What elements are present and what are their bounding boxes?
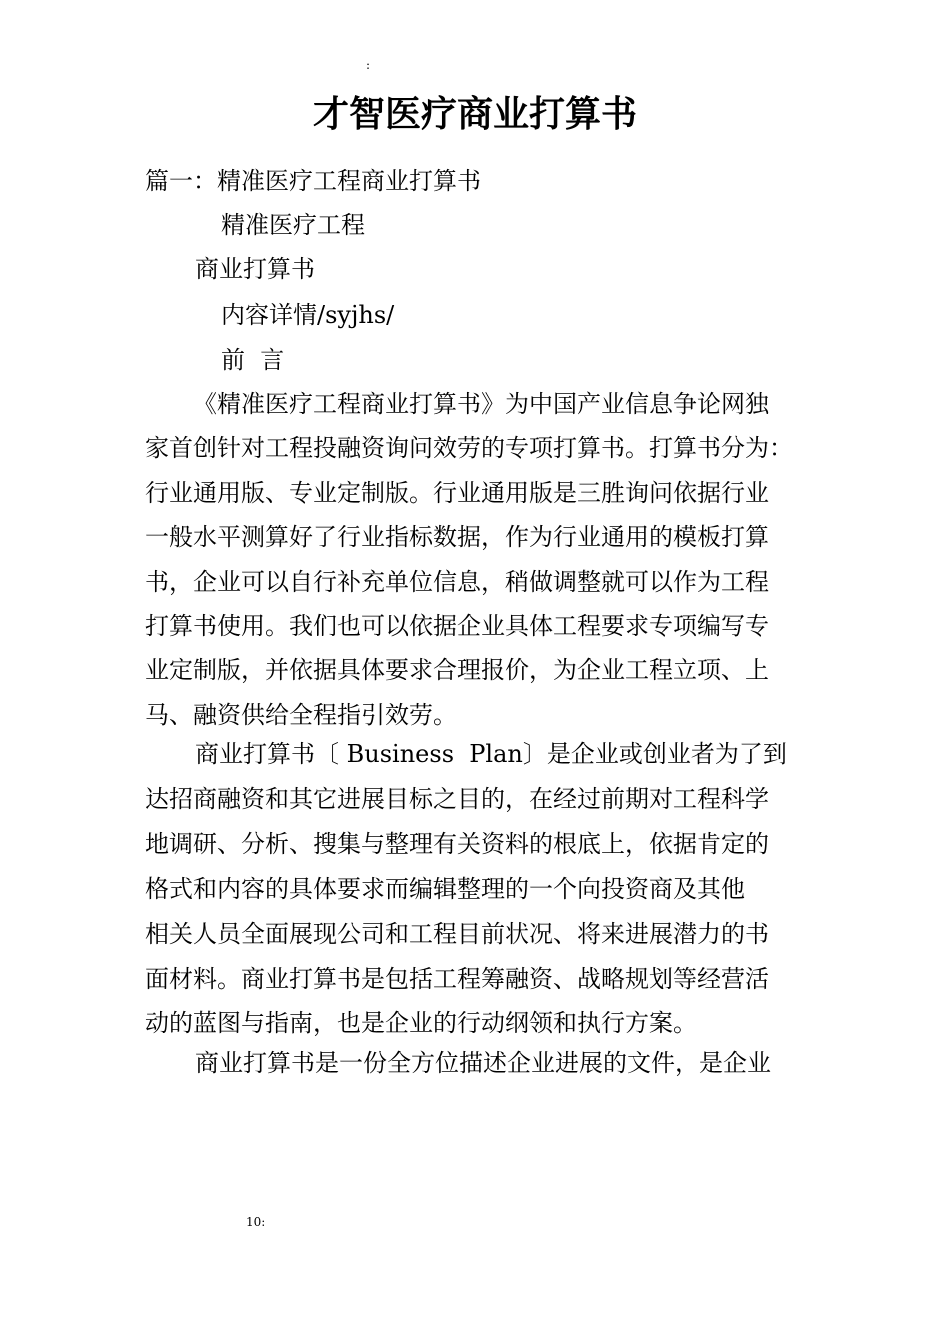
paragraph-definition bbox=[145, 732, 813, 1046]
paragraph-line: 打算书使用。我们也可以依据企业具体工程要求专项编写专 bbox=[145, 612, 769, 641]
paragraph-line: 业定制版，并依据具体要求合理报价，为企业工程立项、上 bbox=[145, 656, 769, 685]
paragraph-line: 地调研、分析、搜集与整理有关资料的根底上，依据肯定的 bbox=[145, 829, 769, 858]
subheading-plan: 商业打算书 bbox=[195, 255, 315, 283]
paragraph-line: 行业通用版、专业定制版。行业通用版是三胜询问依据行业 bbox=[145, 478, 769, 507]
paragraph-line: 动的蓝图与指南，也是企业的行动纲领和执行方案。 bbox=[145, 1009, 697, 1038]
page-title: 才智医疗商业打算书 bbox=[312, 94, 637, 135]
page-number: 10: bbox=[246, 1215, 266, 1229]
paragraph-line: 商业打算书〔 Business Plan〕是企业或创业者为了到 bbox=[195, 740, 787, 768]
chapter-heading: 篇一：精准医疗工程商业打算书 bbox=[145, 167, 481, 195]
subheading-details: 内容详情/syjhs/ bbox=[221, 301, 395, 329]
paragraph-line: 马、融资供给全程指引效劳。 bbox=[145, 700, 457, 729]
subheading-project: 精准医疗工程 bbox=[221, 211, 365, 239]
paragraph-line: 家首创针对工程投融资询问效劳的专项打算书。打算书分为： bbox=[145, 434, 793, 463]
header-mark: : bbox=[366, 58, 371, 72]
paragraph-intro bbox=[145, 382, 813, 737]
paragraph-line: 格式和内容的具体要求而编辑整理的一个向投资商及其他 bbox=[145, 874, 745, 903]
paragraph-line: 达招商融资和其它进展目标之目的，在经过前期对工程科学 bbox=[145, 784, 769, 813]
paragraph-line: 一般水平测算好了行业指标数据，作为行业通用的模板打算 bbox=[145, 523, 769, 552]
paragraph-line: 面材料。商业打算书是包括工程筹融资、战略规划等经营活 bbox=[145, 964, 769, 993]
paragraph-line: 书，企业可以自行补充单位信息，稍做调整就可以作为工程 bbox=[145, 567, 769, 596]
paragraph-line: 相关人员全面展现公司和工程目前状况、将来进展潜力的书 bbox=[145, 919, 769, 948]
paragraph-continuation: 商业打算书是一份全方位描述企业进展的文件，是企业 bbox=[195, 1049, 771, 1077]
subheading-preface: 前 言 bbox=[221, 346, 285, 374]
paragraph-line: 《精准医疗工程商业打算书》为中国产业信息争论网独 bbox=[193, 390, 769, 418]
